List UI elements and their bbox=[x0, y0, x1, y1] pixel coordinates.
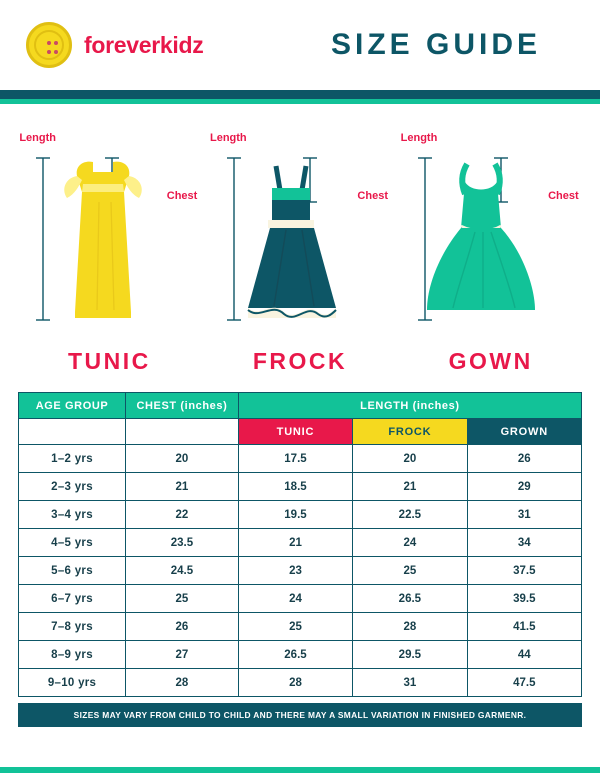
cell-frock: 22.5 bbox=[353, 501, 467, 529]
dress-cell-frock bbox=[210, 132, 390, 342]
dress-name-gown: GOWN bbox=[448, 348, 533, 374]
table-subheader-row bbox=[19, 419, 582, 445]
cell-gown: 39.5 bbox=[467, 585, 581, 613]
frock-chest-label: Chest bbox=[357, 190, 388, 202]
gown-length-label: Length bbox=[400, 132, 438, 144]
cell-gown: 41.5 bbox=[467, 613, 581, 641]
table-header-row bbox=[19, 393, 582, 419]
subheader-gown: GROWN bbox=[467, 419, 581, 445]
cell-tunic: 26.5 bbox=[238, 641, 352, 669]
cell-age: 7–8 yrs bbox=[19, 613, 126, 641]
cell-tunic: 18.5 bbox=[238, 473, 352, 501]
frock-length-label: Length bbox=[209, 132, 247, 144]
cell-age: 9–10 yrs bbox=[19, 669, 126, 697]
cell-age: 6–7 yrs bbox=[19, 585, 126, 613]
table-row bbox=[19, 445, 582, 473]
dress-name-tunic: TUNIC bbox=[67, 348, 151, 374]
cell-tunic: 21 bbox=[238, 529, 352, 557]
table-row bbox=[19, 557, 582, 585]
page-header bbox=[0, 0, 600, 90]
gown-chest-label: Chest bbox=[548, 190, 579, 202]
header-divider-teal bbox=[0, 90, 600, 99]
dress-cell-tunic bbox=[19, 132, 199, 342]
cell-frock: 20 bbox=[353, 445, 467, 473]
cell-chest: 21 bbox=[126, 473, 239, 501]
cell-chest: 20 bbox=[126, 445, 239, 473]
table-row bbox=[19, 641, 582, 669]
table-row bbox=[19, 501, 582, 529]
header-length: LENGTH (inches) bbox=[238, 393, 581, 419]
table-row bbox=[19, 585, 582, 613]
cell-chest: 25 bbox=[126, 585, 239, 613]
cell-gown: 29 bbox=[467, 473, 581, 501]
cell-age: 4–5 yrs bbox=[19, 529, 126, 557]
cell-tunic: 28 bbox=[238, 669, 352, 697]
cell-frock: 28 bbox=[353, 613, 467, 641]
cell-age: 3–4 yrs bbox=[19, 501, 126, 529]
subheader-blank-1 bbox=[19, 419, 126, 445]
cell-gown: 37.5 bbox=[467, 557, 581, 585]
tunic-chest-label: Chest bbox=[166, 190, 198, 202]
subheader-frock: FROCK bbox=[353, 419, 467, 445]
cell-gown: 34 bbox=[467, 529, 581, 557]
tunic-length-label: Length bbox=[19, 132, 56, 144]
cell-tunic: 24 bbox=[238, 585, 352, 613]
cell-frock: 29.5 bbox=[353, 641, 467, 669]
cell-chest: 23.5 bbox=[126, 529, 239, 557]
cell-gown: 47.5 bbox=[467, 669, 581, 697]
table-row bbox=[19, 529, 582, 557]
cell-chest: 27 bbox=[126, 641, 239, 669]
cell-tunic: 25 bbox=[238, 613, 352, 641]
cell-frock: 25 bbox=[353, 557, 467, 585]
size-table-wrap bbox=[0, 384, 600, 697]
frock-dress-icon bbox=[210, 132, 390, 342]
cell-age: 5–6 yrs bbox=[19, 557, 126, 585]
tunic-dress-icon bbox=[19, 132, 199, 342]
table-row bbox=[19, 669, 582, 697]
button-logo-icon bbox=[26, 22, 72, 68]
footer-divider-green bbox=[0, 767, 600, 773]
size-table bbox=[18, 392, 582, 697]
illustration-band bbox=[0, 104, 600, 384]
dress-cell-gown bbox=[401, 132, 581, 342]
cell-tunic: 23 bbox=[238, 557, 352, 585]
cell-age: 2–3 yrs bbox=[19, 473, 126, 501]
cell-chest: 22 bbox=[126, 501, 239, 529]
cell-tunic: 17.5 bbox=[238, 445, 352, 473]
page-title: SIZE GUIDE bbox=[330, 28, 542, 61]
table-row bbox=[19, 473, 582, 501]
cell-gown: 31 bbox=[467, 501, 581, 529]
cell-age: 8–9 yrs bbox=[19, 641, 126, 669]
cell-gown: 44 bbox=[467, 641, 581, 669]
brand bbox=[26, 22, 316, 68]
gown-dress-icon bbox=[401, 132, 581, 342]
header-chest: CHEST (inches) bbox=[126, 393, 239, 419]
footnote: SIZES MAY VARY FROM CHILD TO CHILD AND THERE MAY A SMALL VARIATION IN FINISHED GARMENR. bbox=[18, 703, 582, 727]
cell-chest: 24.5 bbox=[126, 557, 239, 585]
cell-age: 1–2 yrs bbox=[19, 445, 126, 473]
table-row bbox=[19, 613, 582, 641]
header-age-group: AGE GROUP bbox=[19, 393, 126, 419]
dress-name-frock: FROCK bbox=[252, 348, 348, 374]
cell-frock: 21 bbox=[353, 473, 467, 501]
subheader-tunic: TUNIC bbox=[238, 419, 352, 445]
cell-tunic: 19.5 bbox=[238, 501, 352, 529]
dress-row bbox=[0, 132, 600, 342]
cell-frock: 24 bbox=[353, 529, 467, 557]
dress-name-row bbox=[0, 342, 600, 375]
cell-frock: 31 bbox=[353, 669, 467, 697]
cell-frock: 26.5 bbox=[353, 585, 467, 613]
table-body bbox=[19, 445, 582, 697]
brand-name: foreverkidz bbox=[84, 31, 204, 58]
subheader-blank-2 bbox=[126, 419, 239, 445]
cell-chest: 26 bbox=[126, 613, 239, 641]
cell-chest: 28 bbox=[126, 669, 239, 697]
cell-gown: 26 bbox=[467, 445, 581, 473]
